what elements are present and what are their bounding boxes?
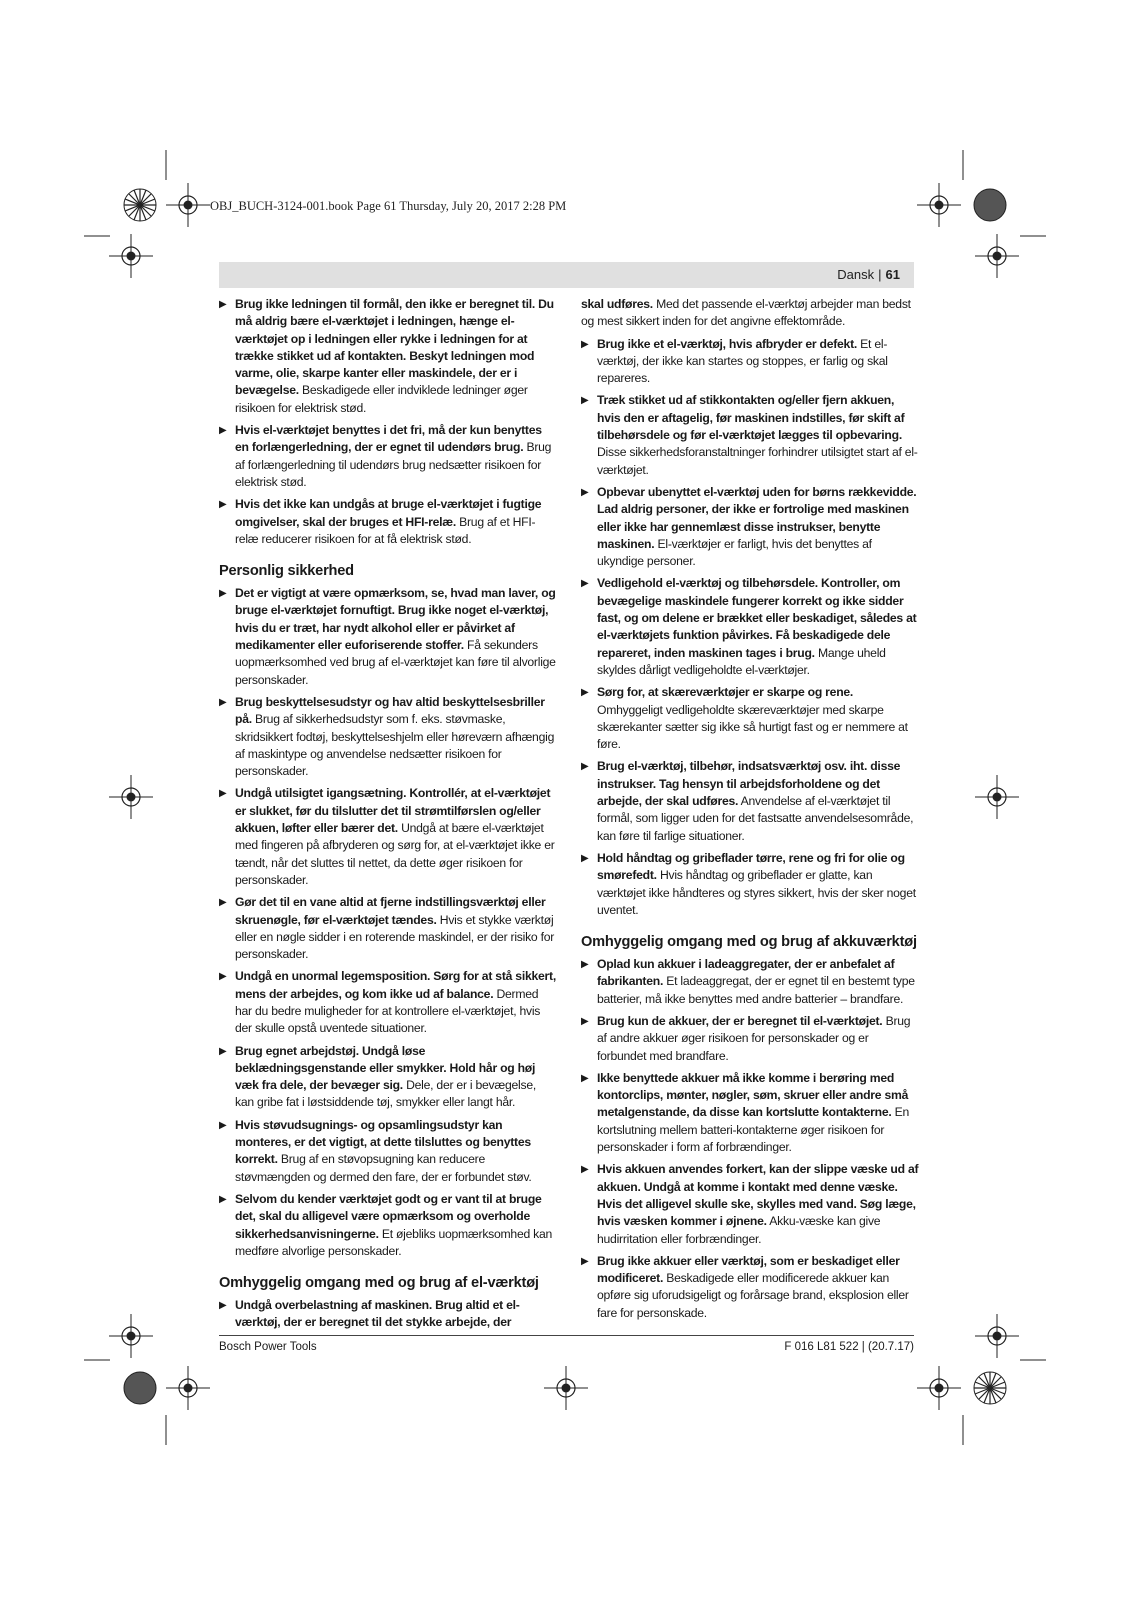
instruction-text: Omhyggeligt vedligeholdte skæreværktøjer med skarpe skærekanter sætter sig ikke så hurtigt fast og er nemmere at føre. <box>597 702 908 752</box>
header-label: Dansk | 61 <box>837 267 900 282</box>
instruction-bold: Oplad kun akkuer i ladeaggregater, der er anbefalet af fabrikanten. <box>597 957 895 989</box>
header-language: Dansk <box>837 267 875 282</box>
bullet-arrow-icon: ▶ <box>581 1015 589 1027</box>
bullet-arrow-icon: ▶ <box>219 696 227 708</box>
instruction-text: Akku-væske kan give hudirritation eller forbrændinger. <box>597 1214 881 1246</box>
instruction-text: Undgå at bære el-værktøjet med fingeren på afbryderen og sørg for, at el-værktøjet ikke er tændt, når det sluttes til nettet, da dette øger risikoen for personskader. <box>235 821 555 887</box>
safety-instruction <box>219 1191 557 1260</box>
section-heading: Personlig sikkerhed <box>219 563 354 580</box>
footer-doc-code: F 016 L81 522 | (20.7.17) <box>784 1341 914 1353</box>
safety-instruction <box>219 1297 557 1332</box>
safety-instruction <box>219 585 557 689</box>
instruction-text: Hvis håndtag og gribeflader er glatte, kan værktøjet ikke håndteres og styres sikkert, hvis der sker noget uventet. <box>597 868 916 917</box>
safety-instruction <box>581 1013 919 1065</box>
footer-publisher: Bosch Power Tools <box>219 1341 317 1353</box>
print-slug: OBJ_BUCH-3124-001.book Page 61 Thursday, July 20, 2017 2:28 PM <box>210 199 567 213</box>
instruction-text: En kortslutning mellem batteri-kontakterne øger risikoen for personskader i form af forbrændinger. <box>597 1105 910 1155</box>
safety-instruction <box>219 296 557 417</box>
instruction-text: Beskadigede eller indviklede ledninger øger risikoen for elektrisk stød. <box>235 383 528 415</box>
instruction-text: Med det passende el-værktøj arbejder man bedst og mest sikkert inden for det angivne effektområde. <box>581 297 911 329</box>
bullet-arrow-icon: ▶ <box>219 788 227 800</box>
footer-rule <box>219 1335 914 1336</box>
instruction-bold: Træk stikket ud af stikkontakten og/eller fjern akkuen, hvis den er aftagelig, før maskinen indstilles, før skift af tilbehørsdele og før el-værktøjet lægges til opbevaring. <box>597 393 905 443</box>
safety-instruction <box>219 785 557 889</box>
bullet-arrow-icon: ▶ <box>581 1255 589 1267</box>
instruction-text: Et ladeaggregat, der er egnet til en bestemt type batterier, må ikke benyttes med andre batterier – brandfare. <box>597 974 915 1006</box>
section-heading: Omhyggelig omgang med og brug af el-værktøj <box>219 1275 539 1292</box>
safety-instruction <box>219 1117 557 1186</box>
safety-instruction <box>581 392 919 478</box>
right-column <box>581 296 919 1327</box>
left-column <box>219 296 557 1337</box>
instruction-text: Brug af andre akkuer øger risikoen for personskader og er forbundet med brandfare. <box>597 1013 911 1063</box>
instruction-text: Et el-værktøj, der ikke kan startes og stoppes, er farlig og skal repareres. <box>597 336 888 386</box>
instruction-text: Brug af forlængerledning til udendørs brug nedsætter risikoen for elektrisk stød. <box>235 440 552 489</box>
safety-instruction <box>219 894 557 963</box>
bullet-arrow-icon: ▶ <box>581 338 589 350</box>
bullet-arrow-icon: ▶ <box>219 499 227 511</box>
bullet-arrow-icon: ▶ <box>581 761 589 773</box>
safety-instruction <box>581 684 919 753</box>
instruction-bold: Sørg for, at skæreværktøjer er skarpe og rene. <box>597 685 854 700</box>
bullet-arrow-icon: ▶ <box>581 959 589 971</box>
instruction-bold: Selvom du kender værktøjet godt og er vant til at bruge det, skal du alligevel være opmærksom og overholde sikkerhedsanvisningerne. <box>235 1191 542 1241</box>
instruction-text: Hvis et stykke værktøj eller en nøgle sidder i en roterende maskindel, er der risiko for personskader. <box>235 912 555 962</box>
instruction-text: Anvendelse af el-værktøjet til formål, som ligger uden for det fastsatte anvendelsesområde, kan føre til farlige situationer. <box>597 794 914 843</box>
safety-instruction <box>219 1043 557 1112</box>
instruction-text: El-værktøjer er farligt, hvis det benyttes af ukyndige personer. <box>597 536 872 569</box>
instruction-text: Brug af et HFI-relæ reducerer risikoen for at få elektrisk stød. <box>235 514 536 546</box>
bullet-arrow-icon: ▶ <box>581 852 589 864</box>
instruction-text: Dermed har du bedre muligheder for at kontrollere el-værktøjet, hvis der skulle opstå uventede situationer. <box>235 986 541 1036</box>
instruction-bold: Brug beskyttelsesudstyr og hav altid beskyttelsesbriller på. <box>235 694 545 727</box>
instruction-text: Beskadigede eller modificerede akkuer kan opføre sig uforudsigeligt og forårsage brand, eksplosion eller fare for personskade. <box>597 1271 909 1320</box>
bullet-arrow-icon: ▶ <box>581 687 589 699</box>
section-heading: Omhyggelig omgang med og brug af akkuværktøj <box>581 934 917 951</box>
bullet-arrow-icon: ▶ <box>219 1045 227 1057</box>
safety-instruction <box>581 484 919 570</box>
safety-instruction <box>581 1070 919 1156</box>
bullet-arrow-icon: ▶ <box>219 897 227 909</box>
instruction-text: Et øjebliks uopmærksomhed kan medføre alvorlige personskader. <box>235 1226 553 1258</box>
bullet-arrow-icon: ▶ <box>219 1300 227 1312</box>
instruction-bold: Hvis el-værktøjet benyttes i det fri, må der kun benyttes en forlængerledning, der er egnet til udendørs brug. <box>235 423 542 455</box>
instruction-bold: skal udføres. <box>581 297 653 311</box>
instruction-bold: Opbevar ubenyttet el-værktøj uden for børns rækkevidde. Lad aldrig personer, der ikke er fortrolige med maskinen eller ikke har gennemlæst disse instrukser, benytte maskinen. <box>597 484 917 551</box>
instruction-bold: Hold håndtag og gribeflader tørre, rene og fri for olie og smørefedt. <box>597 850 905 883</box>
bullet-arrow-icon: ▶ <box>581 1164 589 1176</box>
bullet-arrow-icon: ▶ <box>581 486 589 498</box>
instruction-bold: Hvis akkuen anvendes forkert, kan der slippe væske ud af akkuen. Undgå at komme i kontakt med denne væske. Hvis det alligevel skulle ske, skylles med vand. Søg læge, hvis væsken kommer i øjnene. <box>597 1162 919 1229</box>
instruction-bold: Hvis støvudsugnings- og opsamlingsudstyr kan monteres, er det vigtigt, at dette tilsluttes og benyttes korrekt. <box>235 1117 531 1167</box>
instruction-bold: Brug ikke et el-værktøj, hvis afbryder er defekt. <box>597 336 858 351</box>
safety-instruction <box>581 336 919 388</box>
bullet-arrow-icon: ▶ <box>581 395 589 407</box>
bullet-arrow-icon: ▶ <box>581 578 589 590</box>
safety-instruction <box>219 496 557 548</box>
instruction-text: Få sekunders uopmærksomhed ved brug af el-værktøjet kan føre til alvorlige personskader. <box>235 638 556 687</box>
instruction-bold: Det er vigtigt at være opmærksom, se, hvad man laver, og bruge el-værktøjet fornuftigt. Brug ikke noget el-værktøj, hvis du er træt, har nydt alkohol eller er påvirket af medikamenter eller euforiserende stoffer. <box>235 586 556 653</box>
instruction-bold: Brug kun de akkuer, der er beregnet til el-værktøjet. <box>597 1013 883 1028</box>
instruction-bold: Undgå en unormal legemsposition. Sørg for at stå sikkert, mens der arbejdes, og kom ikke ud af balance. <box>235 969 556 1001</box>
page-header <box>219 262 914 288</box>
safety-instruction <box>219 968 557 1037</box>
instruction-bold: Undgå utilsigtet igangsætning. Kontrollér, at el-værktøjet er slukket, før du tilslutter det til strømtilførslen og/eller akkuen, løfter eller bærer det. <box>235 786 551 836</box>
bullet-arrow-icon: ▶ <box>219 588 227 600</box>
safety-instruction <box>581 1253 919 1322</box>
instruction-bold: Ikke benyttede akkuer må ikke komme i berøring med kontorclips, mønter, nøgler, søm, skruer eller andre små metalgenstande, da disse kan kortslutte kontakterne. <box>597 1070 909 1120</box>
instruction-bold: Vedligehold el-værktøj og tilbehørsdele. Kontroller, om bevægelige maskindele fungerer korrekt og ikke sidder fast, og om delene er brækket eller beskadiget, således at el-værktøjets funktion påvirkes. Få beskadigede dele repareret, inden maskinen tages i brug. <box>597 576 917 660</box>
bullet-arrow-icon: ▶ <box>581 1072 589 1084</box>
instruction-bold: Brug egnet arbejdstøj. Undgå løse beklædningsgenstande eller smykker. Hold hår og høj væk fra dele, der bevæger sig. <box>235 1043 536 1093</box>
instruction-bold: Hvis det ikke kan undgås at bruge el-værktøjet i fugtige omgivelser, skal der bruges et HFI-relæ. <box>235 497 542 529</box>
instruction-bold: Brug el-værktøj, tilbehør, indsatsværktøj osv. iht. disse instrukser. Tag hensyn til arbejdsforholdene og det arbejde, der skal udføres. <box>597 759 901 809</box>
safety-instruction <box>219 694 557 780</box>
safety-instruction <box>581 758 919 844</box>
bullet-arrow-icon: ▶ <box>219 971 227 983</box>
safety-instruction <box>581 575 919 679</box>
safety-instruction <box>581 850 919 919</box>
instruction-bold: Undgå overbelastning af maskinen. Brug altid et el-værktøj, der er beregnet til det stykke arbejde, der <box>235 1298 520 1330</box>
instruction-bold: Gør det til en vane altid at fjerne indstillingsværktøj eller skruenøgle, før el-værktøjet tændes. <box>235 895 546 927</box>
bullet-arrow-icon: ▶ <box>219 425 227 437</box>
instruction-bold: Brug ikke ledningen til formål, den ikke er beregnet til. Du må aldrig bære el-værktøjet i ledningen, hænge el-værktøjet op i ledningen eller rykke i ledningen for at trække stikket ud af kontakten. Beskyt ledningen mod varme, olie, skarpe kanter eller maskindele, der er i bevægelse. <box>235 297 554 398</box>
instruction-continuation <box>581 296 919 331</box>
bullet-arrow-icon: ▶ <box>219 1119 227 1131</box>
safety-instruction <box>581 956 919 1008</box>
instruction-text: Brug af en støvopsugning kan reducere støvmængden og dermed den fare, der er forbundet støv. <box>235 1152 532 1184</box>
safety-instruction <box>581 1161 919 1247</box>
instruction-text: Brug af sikkerhedsudstyr som f. eks. støvmaske, skridsikkert fodtøj, beskyttelseshjelm eller høreværn afhængig af maskintype og anvendelse nedsætter risikoen for personskader. <box>235 712 555 779</box>
instruction-text: Dele, der er i bevægelse, kan gribe fat i løstsiddende tøj, smykker eller langt hår. <box>235 1078 537 1110</box>
bullet-arrow-icon: ▶ <box>219 299 227 310</box>
instruction-text: Mange uheld skyldes dårligt vedligeholdte el-værktøjer. <box>597 645 886 677</box>
bullet-arrow-icon: ▶ <box>219 1193 227 1205</box>
instruction-text: Disse sikkerhedsforanstaltninger forhindrer utilsigtet start af el-værktøjet. <box>597 445 918 477</box>
page-number: 61 <box>885 267 900 282</box>
instruction-bold: Brug ikke akkuer eller værktøj, som er beskadiget eller modificeret. <box>597 1253 900 1286</box>
safety-instruction <box>219 422 557 491</box>
